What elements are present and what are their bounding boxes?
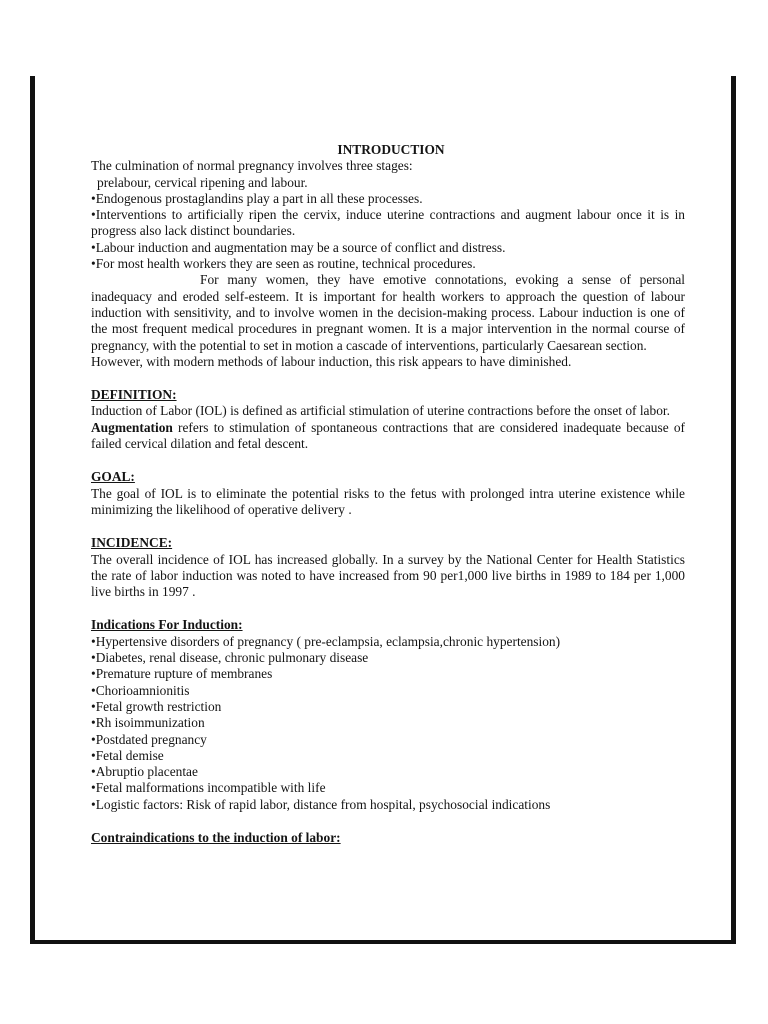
list-item: •Postdated pregnancy <box>91 731 207 747</box>
goal-text: The goal of IOL is to eliminate the potential risks to the fetus with prolonged intra uterine existence while minimizing the likelihood of operative delivery . <box>91 485 685 517</box>
list-item: •Premature rupture of membranes <box>91 666 273 682</box>
intro-closing: However, with modern methods of labour induction, this risk appears to have diminished. <box>91 353 572 369</box>
indications-heading: Indications For Induction: <box>91 617 243 633</box>
intro-line-1: The culmination of normal pregnancy involves three stages: <box>91 158 413 174</box>
introduction-heading: INTRODUCTION <box>337 142 445 157</box>
list-item: •Logistic factors: Risk of rapid labor, distance from hospital, psychosocial indications <box>91 796 551 812</box>
list-item: •Chorioamnionitis <box>91 682 190 698</box>
list-item: •Fetal malformations incompatible with life <box>91 780 326 796</box>
document-body <box>91 142 685 846</box>
list-item: •Abruptio placentae <box>91 764 198 780</box>
augmentation-text: refers to stimulation of spontaneous contractions that are considered inadequate because of failed cervical dilation and fetal descent. <box>91 419 685 452</box>
definition-heading: DEFINITION: <box>91 387 177 403</box>
augmentation-term: Augmentation <box>91 419 173 435</box>
intro-paragraph: For many women, they have emotive connotations, evoking a sense of personal inadequacy and eroded self-esteem. It is important for health workers to approach the question of labour induction with sensitivity, and to involve women in the decision-making process. Labour induction is one of the most frequent medical procedures in pregnant women. It is a major intervention in the normal course of pregnancy, with the potential to set in motion a cascade of interventions, particularly Caesarean section. <box>91 272 685 353</box>
intro-bullet-2: •Interventions to artificially ripen the cervix, induce uterine contractions and augment labour once it is in progress also lack distinct boundaries. <box>91 207 685 239</box>
list-item: •Rh isoimmunization <box>91 715 205 731</box>
intro-line-2: prelabour, cervical ripening and labour. <box>97 174 308 190</box>
list-item: •Fetal growth restriction <box>91 698 222 714</box>
list-item: •Fetal demise <box>91 747 164 763</box>
intro-bullet-3: •Labour induction and augmentation may be a source of conflict and distress. <box>91 239 506 255</box>
augmentation-paragraph <box>91 420 685 453</box>
list-item: •Hypertensive disorders of pregnancy ( pre-eclampsia, eclampsia,chronic hypertension) <box>91 633 561 649</box>
contraindications-heading: Contraindications to the induction of labor: <box>91 829 341 845</box>
goal-heading: GOAL: <box>91 469 135 485</box>
intro-bullet-4: •For most health workers they are seen as routine, technical procedures. <box>91 256 476 272</box>
list-item: •Diabetes, renal disease, chronic pulmonary disease <box>91 650 369 666</box>
incidence-text: The overall incidence of IOL has increased globally. In a survey by the National Center for Health Statistics the rate of labor induction was noted to have increased from 90 per1,000 live births in 1989 to 184 per 1,000 live births in 1997 . <box>91 551 685 600</box>
intro-bullet-1: •Endogenous prostaglandins play a part in all these processes. <box>91 190 423 206</box>
incidence-heading: INCIDENCE: <box>91 535 173 551</box>
definition-text: Induction of Labor (IOL) is defined as artificial stimulation of uterine contractions before the onset of labor. <box>91 403 670 419</box>
